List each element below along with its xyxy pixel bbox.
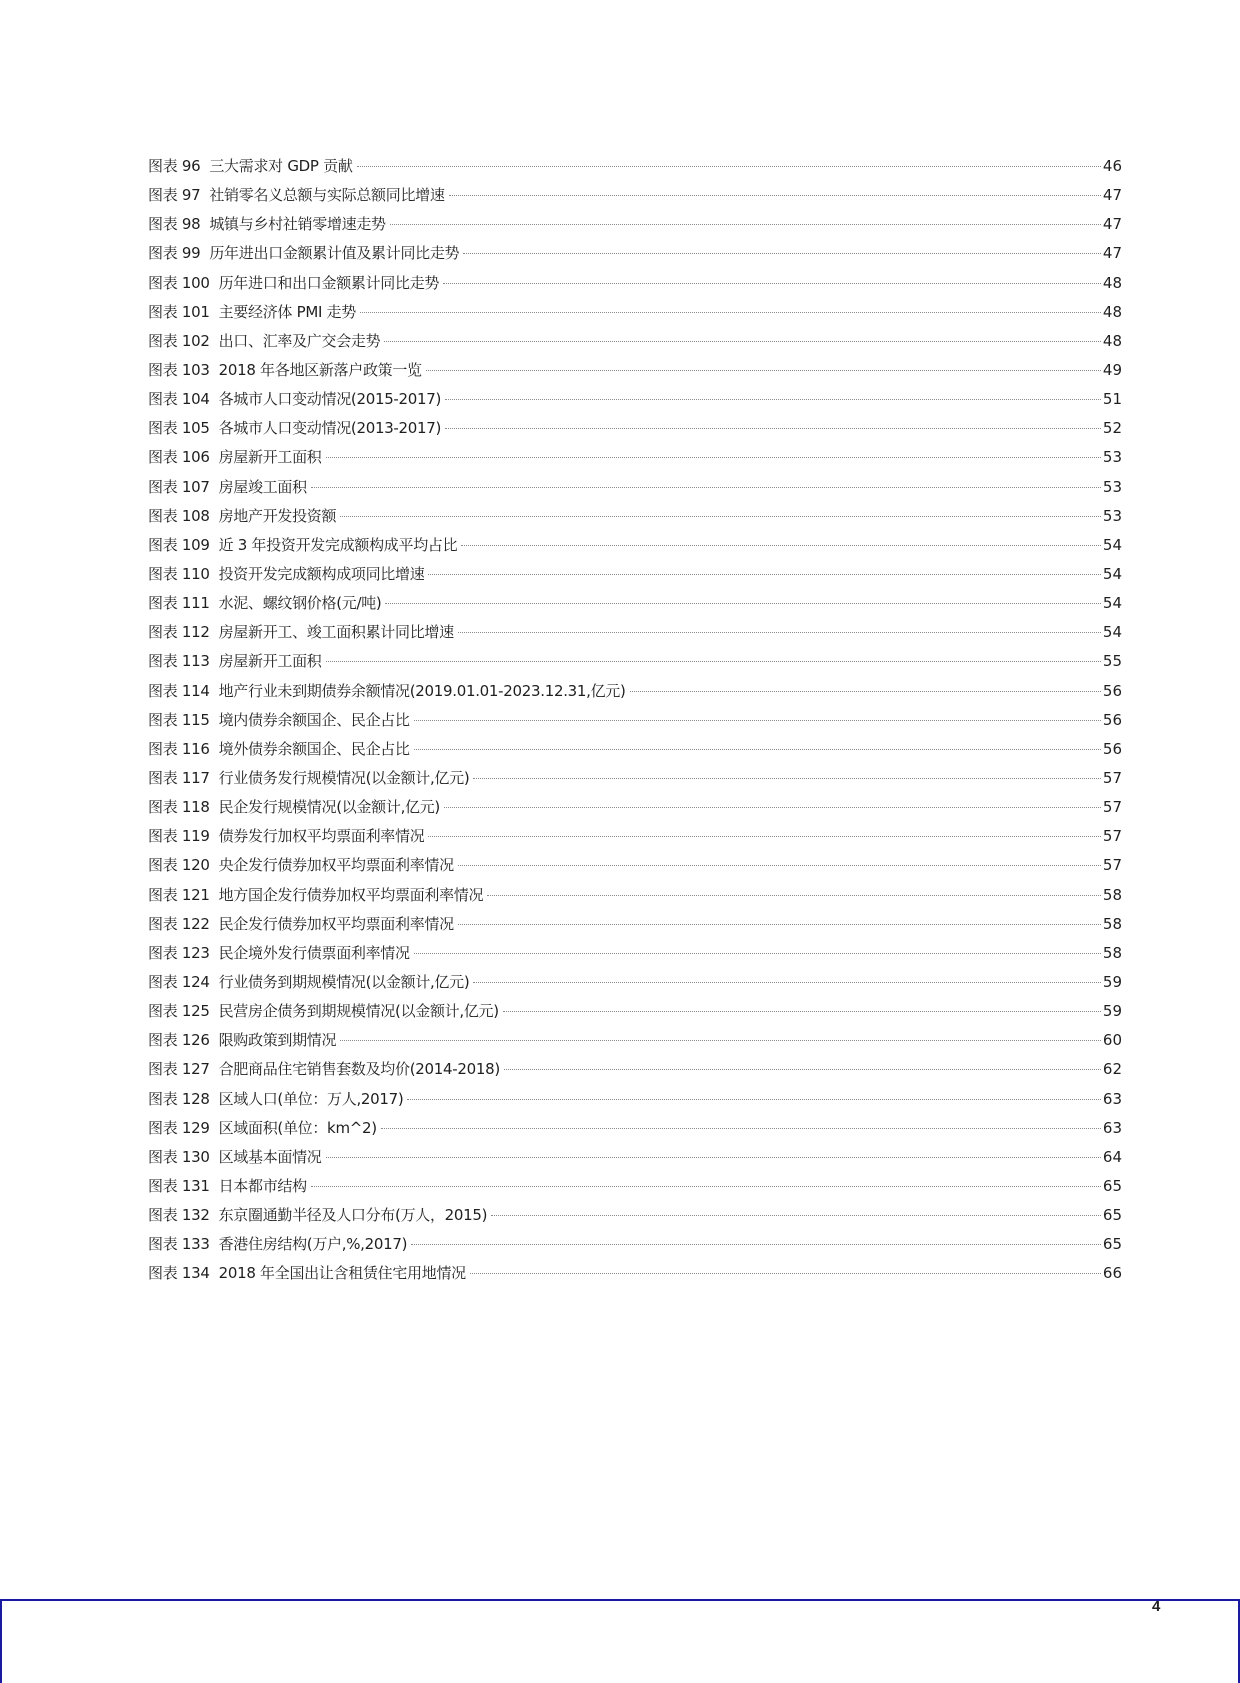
figure-label: 图表 117 [148,768,210,787]
dot-leader [458,924,1101,925]
dot-leader [326,661,1101,662]
toc-entry[interactable] [148,618,1122,647]
toc-entry[interactable] [148,356,1122,385]
page-ref: 53 [1102,477,1122,496]
toc-entry[interactable] [148,735,1122,764]
figure-label: 图表 100 [148,273,210,292]
figure-label: 图表 118 [148,798,210,817]
figure-label: 图表 97 [148,186,201,205]
page-ref: 58 [1102,885,1122,904]
page-ref: 53 [1102,506,1122,525]
dot-leader [473,982,1101,983]
figure-label: 图表 113 [148,652,210,671]
toc-entry[interactable] [148,1114,1122,1143]
dot-leader [407,1099,1100,1100]
page-ref: 47 [1102,186,1122,205]
page-ref: 54 [1102,535,1122,554]
figure-title: 主要经济体 PMI 走势 [218,302,356,321]
figure-title: 房屋竣工面积 [218,477,307,496]
figure-label: 图表 116 [148,739,210,758]
figure-label: 图表 102 [148,331,210,350]
page-ref: 58 [1102,943,1122,962]
toc-entry[interactable] [148,764,1122,793]
figure-label: 图表 120 [148,856,210,875]
dot-leader [428,836,1100,837]
figure-title: 区域面积(单位：km^2) [218,1118,377,1137]
page-ref: 51 [1102,390,1122,409]
dot-leader [503,1011,1101,1012]
figure-title: 历年进出口金额累计值及累计同比走势 [209,244,460,263]
figure-label: 图表 130 [148,1147,210,1166]
figure-title: 东京圈通勤半径及人口分布(万人，2015) [218,1206,488,1225]
figure-title: 行业债务到期规模情况(以金额计,亿元) [218,972,470,991]
dot-leader [463,253,1101,254]
dot-leader [443,283,1101,284]
figure-title: 境内债券余额国企、民企占比 [218,710,410,729]
dot-leader [381,1128,1101,1129]
page-ref: 53 [1102,448,1122,467]
figure-label: 图表 123 [148,943,210,962]
toc-entry[interactable] [148,1055,1122,1084]
figure-title: 各城市人口变动情况(2013-2017) [218,419,442,438]
dot-leader [384,341,1101,342]
dot-leader [458,632,1101,633]
toc-entry[interactable] [148,939,1122,968]
figure-label: 图表 106 [148,448,210,467]
page-ref: 56 [1102,739,1122,758]
toc-entry[interactable] [148,152,1122,181]
dot-leader [311,487,1101,488]
figure-title: 房屋新开工面积 [218,652,322,671]
toc-entry[interactable] [148,327,1122,356]
toc-entry[interactable] [148,414,1122,443]
dot-leader [414,720,1101,721]
dot-leader [487,895,1101,896]
figure-label: 图表 99 [148,244,201,263]
figure-title: 区域人口(单位：万人,2017) [218,1089,404,1108]
toc-entry[interactable] [148,269,1122,298]
dot-leader [458,865,1101,866]
figure-title: 水泥、螺纹钢价格(元/吨) [218,594,382,613]
figure-label: 图表 110 [148,564,210,583]
figure-title: 民营房企债务到期规模情况(以金额计,亿元) [218,1002,499,1021]
figure-label: 图表 124 [148,972,210,991]
figure-title: 民企发行债券加权平均票面利率情况 [218,914,454,933]
dot-leader [385,603,1100,604]
toc-entry[interactable] [148,473,1122,502]
figure-label: 图表 125 [148,1002,210,1021]
figure-title: 地方国企发行债券加权平均票面利率情况 [218,885,484,904]
toc-entry[interactable] [148,793,1122,822]
figure-label: 图表 105 [148,419,210,438]
figure-label: 图表 119 [148,827,210,846]
figure-label: 图表 127 [148,1060,210,1079]
figure-title: 三大需求对 GDP 贡献 [209,157,353,175]
figure-title: 地产行业未到期债券余额情况(2019.01.01-2023.12.31,亿元) [218,681,626,700]
toc-entry[interactable] [148,1201,1122,1230]
toc-entry[interactable] [148,210,1122,239]
figure-label: 图表 112 [148,623,210,642]
page-ref: 65 [1102,1206,1122,1225]
toc-entry[interactable] [148,531,1122,560]
figure-label: 图表 104 [148,390,210,409]
toc-entry[interactable] [148,677,1122,706]
toc-entry[interactable] [148,181,1122,210]
dot-leader [491,1215,1101,1216]
figure-title: 香港住房结构(万户,%,2017) [218,1235,408,1254]
page-ref: 54 [1102,623,1122,642]
figure-title: 限购政策到期情况 [218,1031,337,1050]
dot-leader [630,691,1101,692]
page-ref: 60 [1102,1031,1122,1050]
page-ref: 54 [1102,564,1122,583]
figure-label: 图表 122 [148,914,210,933]
page-ref: 46 [1102,157,1122,175]
toc-entry[interactable] [148,822,1122,851]
toc-entry[interactable] [148,560,1122,589]
toc-entry[interactable] [148,1259,1122,1288]
figure-label: 图表 109 [148,535,210,554]
page-ref: 48 [1102,273,1122,292]
dot-leader [340,516,1101,517]
figure-title: 2018 年全国出让含租赁住宅用地情况 [218,1264,466,1283]
figure-title: 区域基本面情况 [218,1147,322,1166]
figure-title: 债券发行加权平均票面利率情况 [218,827,425,846]
toc-entry[interactable] [148,706,1122,735]
toc-entry[interactable] [148,647,1122,676]
dot-leader [414,749,1101,750]
figure-label: 图表 98 [148,215,201,234]
dot-leader [470,1273,1101,1274]
page-ref: 58 [1102,914,1122,933]
figure-title: 社销零名义总额与实际总额同比增速 [209,186,445,205]
dot-leader [414,953,1101,954]
toc-entry[interactable] [148,881,1122,910]
figure-label: 图表 115 [148,710,210,729]
figure-title: 各城市人口变动情况(2015-2017) [218,390,442,409]
dot-leader [473,778,1101,779]
toc-entry[interactable] [148,385,1122,414]
page-ref: 66 [1102,1264,1122,1283]
page-ref: 56 [1102,710,1122,729]
figure-title: 行业债务发行规模情况(以金额计,亿元) [218,768,470,787]
toc-entry[interactable] [148,1172,1122,1201]
figure-title: 投资开发完成额构成项同比增速 [218,564,425,583]
dot-leader [504,1069,1101,1070]
page-ref: 57 [1102,768,1122,787]
figure-label: 图表 131 [148,1176,210,1195]
figure-label: 图表 107 [148,477,210,496]
page-ref: 64 [1102,1147,1122,1166]
footer-band [0,1599,1240,1683]
figure-label: 图表 121 [148,885,210,904]
figure-label: 图表 108 [148,506,210,525]
figure-label: 图表 101 [148,302,210,321]
toc-entry[interactable] [148,997,1122,1026]
dot-leader [449,195,1101,196]
dot-leader [445,428,1101,429]
page-ref: 59 [1102,1002,1122,1021]
figure-title: 近 3 年投资开发完成额构成平均占比 [218,535,458,554]
page-ref: 63 [1102,1118,1122,1137]
figure-title: 房屋新开工、竣工面积累计同比增速 [218,623,454,642]
page-ref: 65 [1102,1176,1122,1195]
figure-label: 图表 96 [148,157,201,175]
toc-entry[interactable] [148,443,1122,472]
figure-title: 合肥商品住宅销售套数及均价(2014-2018) [218,1060,500,1079]
page-ref: 47 [1102,244,1122,263]
figure-label: 图表 132 [148,1206,210,1225]
figure-label: 图表 129 [148,1118,210,1137]
page-ref: 59 [1102,972,1122,991]
dot-leader [360,312,1101,313]
page-ref: 56 [1102,681,1122,700]
page-ref: 48 [1102,302,1122,321]
figure-title: 日本都市结构 [218,1176,307,1195]
figure-title: 央企发行债券加权平均票面利率情况 [218,856,454,875]
figure-title: 历年进口和出口金额累计同比走势 [218,273,440,292]
table-of-figures [148,152,1122,1288]
figure-title: 民企境外发行债票面利率情况 [218,943,410,962]
page-ref: 52 [1102,419,1122,438]
dot-leader [340,1040,1101,1041]
dot-leader [326,1157,1101,1158]
figure-label: 图表 103 [148,360,210,379]
figure-label: 图表 128 [148,1089,210,1108]
toc-entry[interactable] [148,239,1122,268]
dot-leader [461,545,1101,546]
toc-entry[interactable] [148,1026,1122,1055]
toc-entry[interactable] [148,968,1122,997]
figure-label: 图表 134 [148,1264,210,1283]
figure-title: 房屋新开工面积 [218,448,322,467]
figure-title: 民企发行规模情况(以金额计,亿元) [218,798,440,817]
dot-leader [411,1244,1101,1245]
figure-label: 图表 111 [148,594,210,613]
page-ref: 54 [1102,594,1122,613]
toc-entry[interactable] [148,1143,1122,1172]
toc-entry[interactable] [148,910,1122,939]
page-ref: 57 [1102,827,1122,846]
figure-title: 房地产开发投资额 [218,506,337,525]
page-ref: 47 [1102,215,1122,234]
dot-leader [357,166,1101,167]
page-ref: 63 [1102,1089,1122,1108]
figure-label: 图表 114 [148,681,210,700]
dot-leader [426,370,1101,371]
figure-title: 出口、汇率及广交会走势 [218,331,381,350]
page-ref: 55 [1102,652,1122,671]
figure-title: 2018 年各地区新落户政策一览 [218,360,422,379]
toc-entry[interactable] [148,502,1122,531]
figure-title: 城镇与乡村社销零增速走势 [209,215,386,234]
page-ref: 49 [1102,360,1122,379]
toc-entry[interactable] [148,851,1122,880]
dot-leader [390,224,1101,225]
figure-title: 境外债券余额国企、民企占比 [218,739,410,758]
figure-label: 图表 133 [148,1235,210,1254]
toc-entry[interactable] [148,589,1122,618]
page-ref: 48 [1102,331,1122,350]
page-ref: 57 [1102,856,1122,875]
dot-leader [428,574,1100,575]
toc-entry[interactable] [148,1230,1122,1259]
figure-label: 图表 126 [148,1031,210,1050]
toc-entry[interactable] [148,298,1122,327]
dot-leader [326,457,1101,458]
dot-leader [445,399,1101,400]
dot-leader [311,1186,1101,1187]
page-ref: 57 [1102,798,1122,817]
dot-leader [444,807,1101,808]
page-ref: 65 [1102,1235,1122,1254]
page-number: 4 [1152,1598,1161,1615]
toc-entry[interactable] [148,1085,1122,1114]
page-ref: 62 [1102,1060,1122,1079]
